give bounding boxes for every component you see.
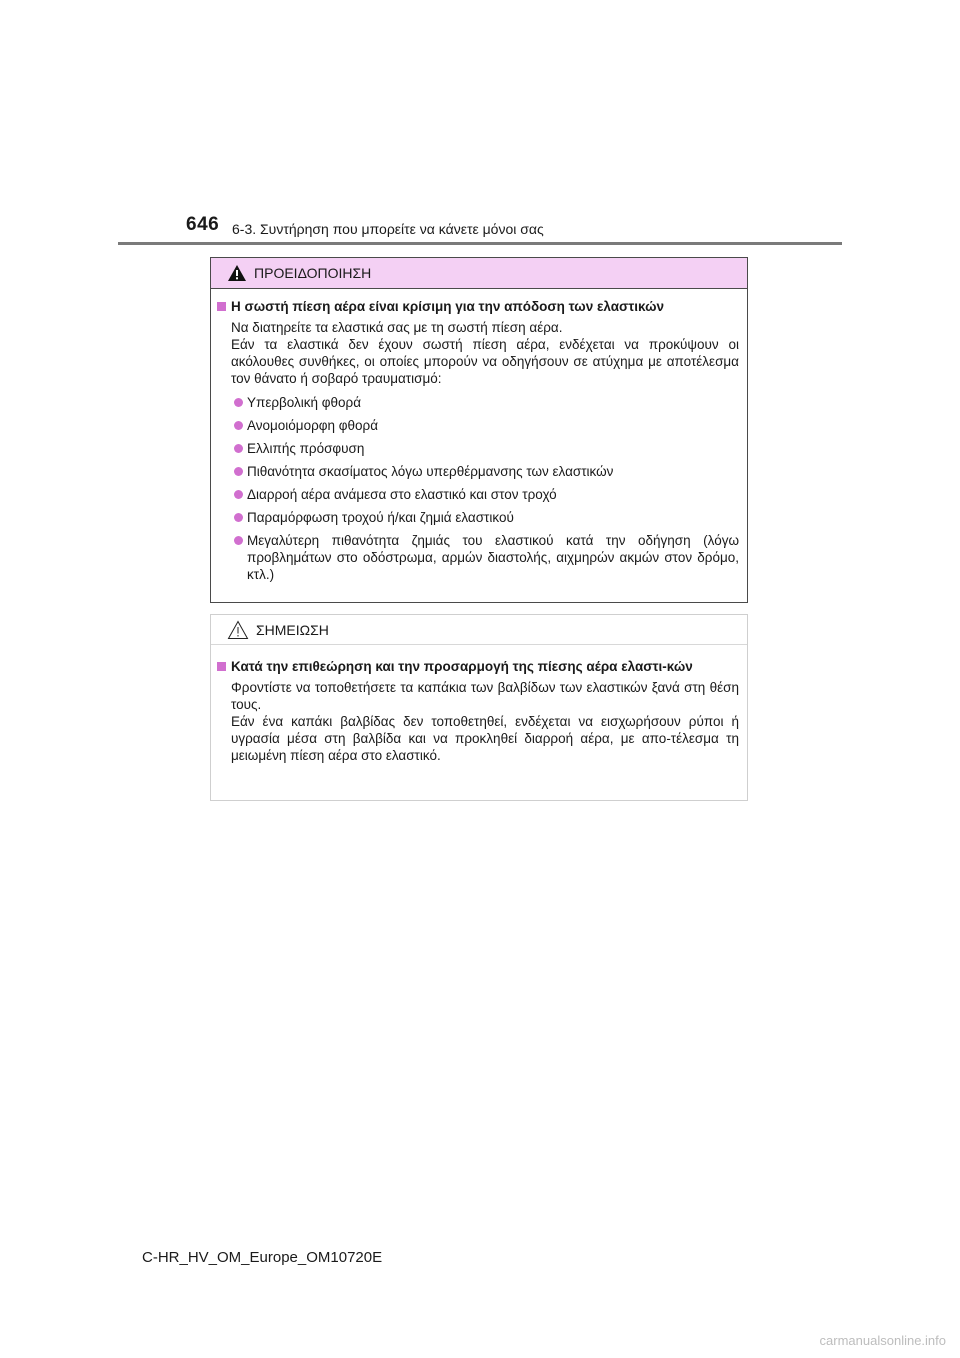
document-code: C-HR_HV_OM_Europe_OM10720E <box>142 1249 383 1266</box>
list-item-text: Μεγαλύτερη πιθανότητα ζημιάς του ελαστικού κατά την οδήγηση (λόγω προβλημάτων στο οδόστρωμα, αρμών διαστολής, αιχμηρών ακμών στον δρόμο, κτλ.) <box>247 533 739 582</box>
note-body <box>211 645 747 764</box>
warning-box <box>210 257 748 603</box>
note-subheading-text: Κατά την επιθεώρηση και την προσαρμογή της πίεσης αέρα ελαστι-κών <box>231 659 693 674</box>
bullet-dot-icon <box>234 467 243 476</box>
list-item-text: Υπερβολική φθορά <box>247 395 362 410</box>
notice-triangle-icon <box>227 620 249 640</box>
note-paragraph-2: Εάν ένα καπάκι βαλβίδας δεν τοποθετηθεί, ενδέχεται να εισχωρήσουν ρύποι ή υγρασία μέσα στη βαλβίδα και να προκληθεί διαρροή αέρα, με απο-τέλεσμα τη μειωμένη πίεση αέρα στο ελαστικό. <box>231 714 739 763</box>
note-box <box>210 614 748 801</box>
square-bullet-icon <box>217 662 226 671</box>
warning-subheading <box>217 298 739 315</box>
list-item-text: Ανομοιόμορφη φθορά <box>247 418 379 433</box>
list-item <box>231 509 739 526</box>
note-paragraphs <box>231 679 739 764</box>
list-item <box>231 440 739 457</box>
bullet-dot-icon <box>234 421 243 430</box>
note-title: ΣΗΜΕΙΩΣΗ <box>256 621 329 638</box>
list-item <box>231 394 739 411</box>
note-header <box>211 615 747 645</box>
square-bullet-icon <box>217 302 226 311</box>
list-item <box>231 486 739 503</box>
list-item <box>231 532 739 583</box>
list-item <box>231 463 739 480</box>
warning-subheading-text: Η σωστή πίεση αέρα είναι κρίσιμη για την απόδοση των ελαστικών <box>231 299 665 314</box>
list-item <box>231 417 739 434</box>
header-divider <box>118 242 842 245</box>
warning-list <box>231 394 739 583</box>
watermark: carmanualsonline.info <box>819 1333 946 1348</box>
page-number: 646 <box>186 214 220 235</box>
section-title: 6-3. Συντήρηση που μπορείτε να κάνετε μόνοι σας <box>232 221 544 237</box>
list-item-text: Παραμόρφωση τροχού ή/και ζημιά ελαστικού <box>247 510 514 525</box>
warning-header <box>211 258 747 289</box>
bullet-dot-icon <box>234 398 243 407</box>
note-subheading <box>217 658 739 675</box>
list-item-text: Ελλιπής πρόσφυση <box>247 441 365 456</box>
bullet-dot-icon <box>234 444 243 453</box>
warning-triangle-icon <box>227 264 247 282</box>
bullet-dot-icon <box>234 513 243 522</box>
warning-paragraph-1: Να διατηρείτε τα ελαστικά σας με τη σωστή πίεση αέρα. <box>231 320 563 335</box>
warning-title: ΠΡΟΕΙΔΟΠΟΙΗΣΗ <box>254 265 372 281</box>
bullet-dot-icon <box>234 536 243 545</box>
warning-paragraphs <box>231 319 739 387</box>
list-item-text: Διαρροή αέρα ανάμεσα στο ελαστικό και στον τροχό <box>247 487 557 502</box>
list-item-text: Πιθανότητα σκασίματος λόγω υπερθέρμανσης των ελαστικών <box>247 464 614 479</box>
warning-paragraph-2: Εάν τα ελαστικά δεν έχουν σωστή πίεση αέρα, ενδέχεται να προκύψουν οι ακόλουθες συνθήκες, οι οποίες μπορούν να οδηγήσουν σε ατύχημα με αποτέλεσμα τον θάνατο ή σοβαρό τραυματισμό: <box>231 337 739 386</box>
note-paragraph-1: Φροντίστε να τοποθετήσετε τα καπάκια των βαλβίδων των ελαστικών ξανά στη θέση τους. <box>231 680 739 712</box>
warning-body <box>211 289 747 583</box>
bullet-dot-icon <box>234 490 243 499</box>
